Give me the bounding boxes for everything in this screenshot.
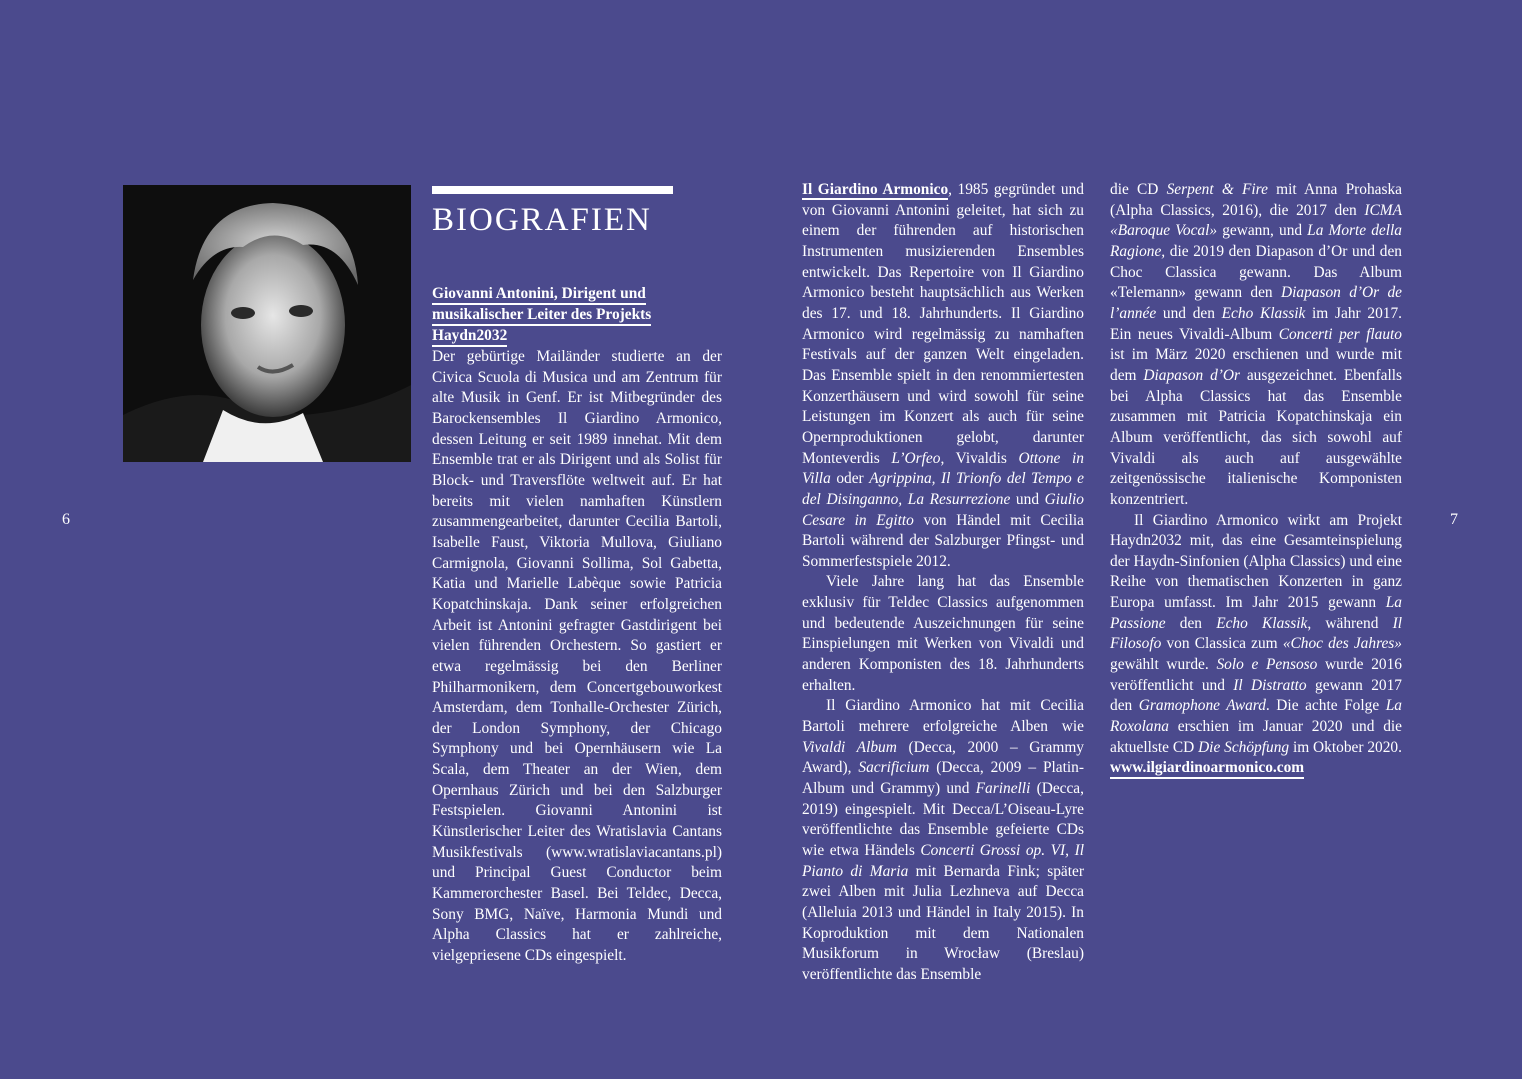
text: , 1985 gegründet und von Giovanni Antonini geleitet, hat sich zu einem der führenden auf historischen Instrumenten musizierenden Ensembles entwickelt. Das Repertoire von Il Giardino Armonico besteht hauptsächlich aus Werken des 17. und 18. Jahrhunderts. Il Giardino Armonico wird regelmässig zu namhaften Festivals auf der ganzen Welt eingeladen. Das Ensemble spielt in den renommiertesten Konzerthäusern und wird sowohl für seine Leistungen im Konzert als auch für seine Opernproduktionen gelobt, darunter Monteverdis [802,181,1084,467]
ensemble-paragraph-2: Viele Jahre lang hat das Ensemble exklusiv für Teldec Classics aufgenommen und bedeutende Auszeichnungen für seine Einspielungen mit Werken von Vivaldi und anderen Komponisten des 18. Jahrhunderts erhalten. [802,573,1084,694]
text: . Die achte Folge [1265,697,1386,715]
album-title: La Passione [1110,594,1402,632]
antonini-subhead [432,284,682,347]
album-title: Il Distratto [1233,676,1307,694]
column-ensemble-continued [1110,180,1402,779]
portrait-photo [123,185,411,462]
text: (Decca, 2009 – Platin-Album und Grammy) und [802,759,1084,798]
work-title: Concerti Grossi op. VI, Il Pianto di Maria [802,842,1084,880]
text: mit Bernarda Fink; später zwei Alben mit Julia Lezhneva auf Decca (Alleluia 2013 und Händel in Italy 2015). In Koproduktion mit dem Nationalen Musikforum in Wrocław (Breslau) veröffentlichte das Ensemble [802,862,1084,983]
album-title: Sacrificium [858,759,930,777]
ensemble-paragraph-3 [802,696,1084,985]
album-title: La Roxolana [1110,697,1402,736]
award-title: «Choc des Jahres» [1282,635,1402,653]
award-title: Echo Klassik [1221,304,1306,322]
work-title: Giulio Cesare in Egitto [802,490,1085,529]
text: im Oktober 2020. [1289,738,1402,756]
text: ausgezeichnet. Ebenfalls bei Alpha Classics hat das Ensemble zusammen mit Patricia Kopatchinskaja ein Album veröffentlicht, das sich sowohl auf Vivaldi als auch auf ausgewählte zeitgenössische italienische Komponisten konzentriert. [1110,366,1402,508]
subhead-line: Giovanni Antonini, Dirigent und [432,284,646,305]
text: Il Giardino Armonico wirkt am Projekt Haydn2032 mit, das eine Gesamteinspielung der Haydn-Sinfonien (Alpha Classics) und eine Reihe von thematischen Konzerten in ganz Europa umfasst. Im Jahr 2015 gewann [1110,511,1402,612]
work-title: Ottone in Villa [802,449,1084,488]
award-title: Gramophone Award [1138,697,1266,715]
text: Il Giardino Armonico hat mit Cecilia Bartoli mehrere erfolgreiche Alben wie [802,697,1084,736]
subhead-line: Haydn2032 [432,326,507,347]
ensemble-paragraph-1 [802,180,1084,572]
ensemble-paragraph-5 [1110,511,1402,759]
album-title: La Morte della Ragione, [1110,222,1402,260]
website-link[interactable]: www.ilgiardinoarmonico.com [1110,759,1304,779]
text: von Händel mit Cecilia Bartoli während der Salzburger Pfingst- und Sommerfestspiele 2012. [802,511,1084,570]
website-paragraph [1110,758,1402,779]
text: und den [1156,304,1222,322]
text: und [1010,490,1045,508]
work-title: Agrippina, Il Trionfo del Tempo e del Disinganno, La Resurrezione [802,470,1085,508]
text: ist im März 2020 erschienen und wurde mit dem [1110,346,1402,384]
text: die CD [1110,181,1167,198]
text: gewann, und [1217,222,1308,240]
text: gewann 2017 den [1110,676,1402,715]
album-title: Farinelli [975,780,1031,798]
text: oder [830,470,870,488]
text: den [1165,614,1217,632]
album-title: Il Filosofo [1110,614,1403,653]
ensemble-paragraph-4 [1110,180,1402,511]
text: (Decca, 2019) eingespielt. Mit Decca/L’Oiseau-Lyre veröffentlichte das Ensemble gefeierte CDs wie etwa Händels [802,780,1084,859]
award-title: Diapason d’Or de l’année [1110,284,1402,322]
text: , während [1307,614,1393,632]
text: (Decca, 2000 – Grammy Award), [802,738,1084,777]
text: im Jahr 2017. Ein neues Vivaldi-Album [1110,304,1402,343]
album-title: Serpent & Fire [1166,181,1268,198]
column-antonini [432,284,722,967]
album-title: Vivaldi Album [802,738,897,756]
album-title: Concerti per flauto [1278,325,1402,343]
text: gewählt wurde. [1110,656,1217,674]
album-title: Solo e Pensoso [1216,656,1318,674]
section-title: BIOGRAFIEN [432,202,652,238]
column-ensemble [802,180,1084,986]
subhead-line: musikalischer Leiter des Projekts [432,305,651,326]
text: die 2019 den Diapason d’Or und den Choc Classica gewann. Das Album «Telemann» gewann den [1110,242,1402,302]
text: von Classica zum [1161,635,1283,653]
work-title: L’Orfeo [891,449,941,467]
text: wurde 2016 veröffentlicht und [1110,656,1402,694]
text: mit Anna Prohaska (Alpha Classics, 2016), die 2017 den [1110,181,1402,219]
album-title: Die Schöpfung [1198,738,1290,756]
text: erschien im Januar 2020 und die aktuellste CD [1110,718,1402,756]
heading-rule [432,186,673,194]
award-title: Echo Klassik [1216,614,1308,632]
antonini-bio: Der gebürtige Mailänder studierte an der Civica Scuola di Musica und am Zentrum für alte Musik in Genf. Er ist Mitbegründer des Barockensembles Il Giardino Armonico, dessen Leitung er seit 1989 innehat. Mit dem Ensemble trat er als Dirigent und als Solist für Block- und Traversflöte weltweit auf. Er hat bereits mit vielen namhaften Künstlern zusammengearbeitet, darunter Cecilia Bartoli, Isabelle Faust, Viktoria Mullova, Giuliano Carmignola, Giovanni Sollima, Sol Gabetta, Katia und Marielle Labèque sowie Patricia Kopatchinskaja. Dank seiner erfolgreichen Arbeit ist Antonini gefragter Gastdirigent bei vielen führenden Orchestern. So gastiert er etwa regelmässig bei den Berliner Philharmonikern, dem Concertgebouworkest Amsterdam, dem Tonhalle-Orchester Zürich, der London Symphony, der Chicago Symphony und bei Opernhäusern wie La Scala, dem Theater an der Wien, dem Opernhaus Zürich und bei den Salzburger Festspielen. Giovanni Antonini ist Künstlerischer Leiter des Wratislavia Cantans Musikfestivals (www.wratislaviacantans.pl) und Principal Guest Conductor beim Kammerorchester Basel. Bei Teldec, Decca, Sony BMG, Naïve, Harmonia Mundi und Alpha Classics hat er zahlreiche, vielgepriesene CDs eingespielt. [432,348,722,965]
text: , Vivaldis [940,449,1019,467]
award-title: ICMA «Baroque Vocal» [1110,201,1402,240]
page-number-right: 7 [1450,511,1458,528]
award-title: Diapason d’Or [1143,366,1240,384]
ensemble-name: Il Giardino Armonico [802,181,949,198]
portrait-illustration [123,185,411,462]
page-number-left: 6 [62,511,70,528]
